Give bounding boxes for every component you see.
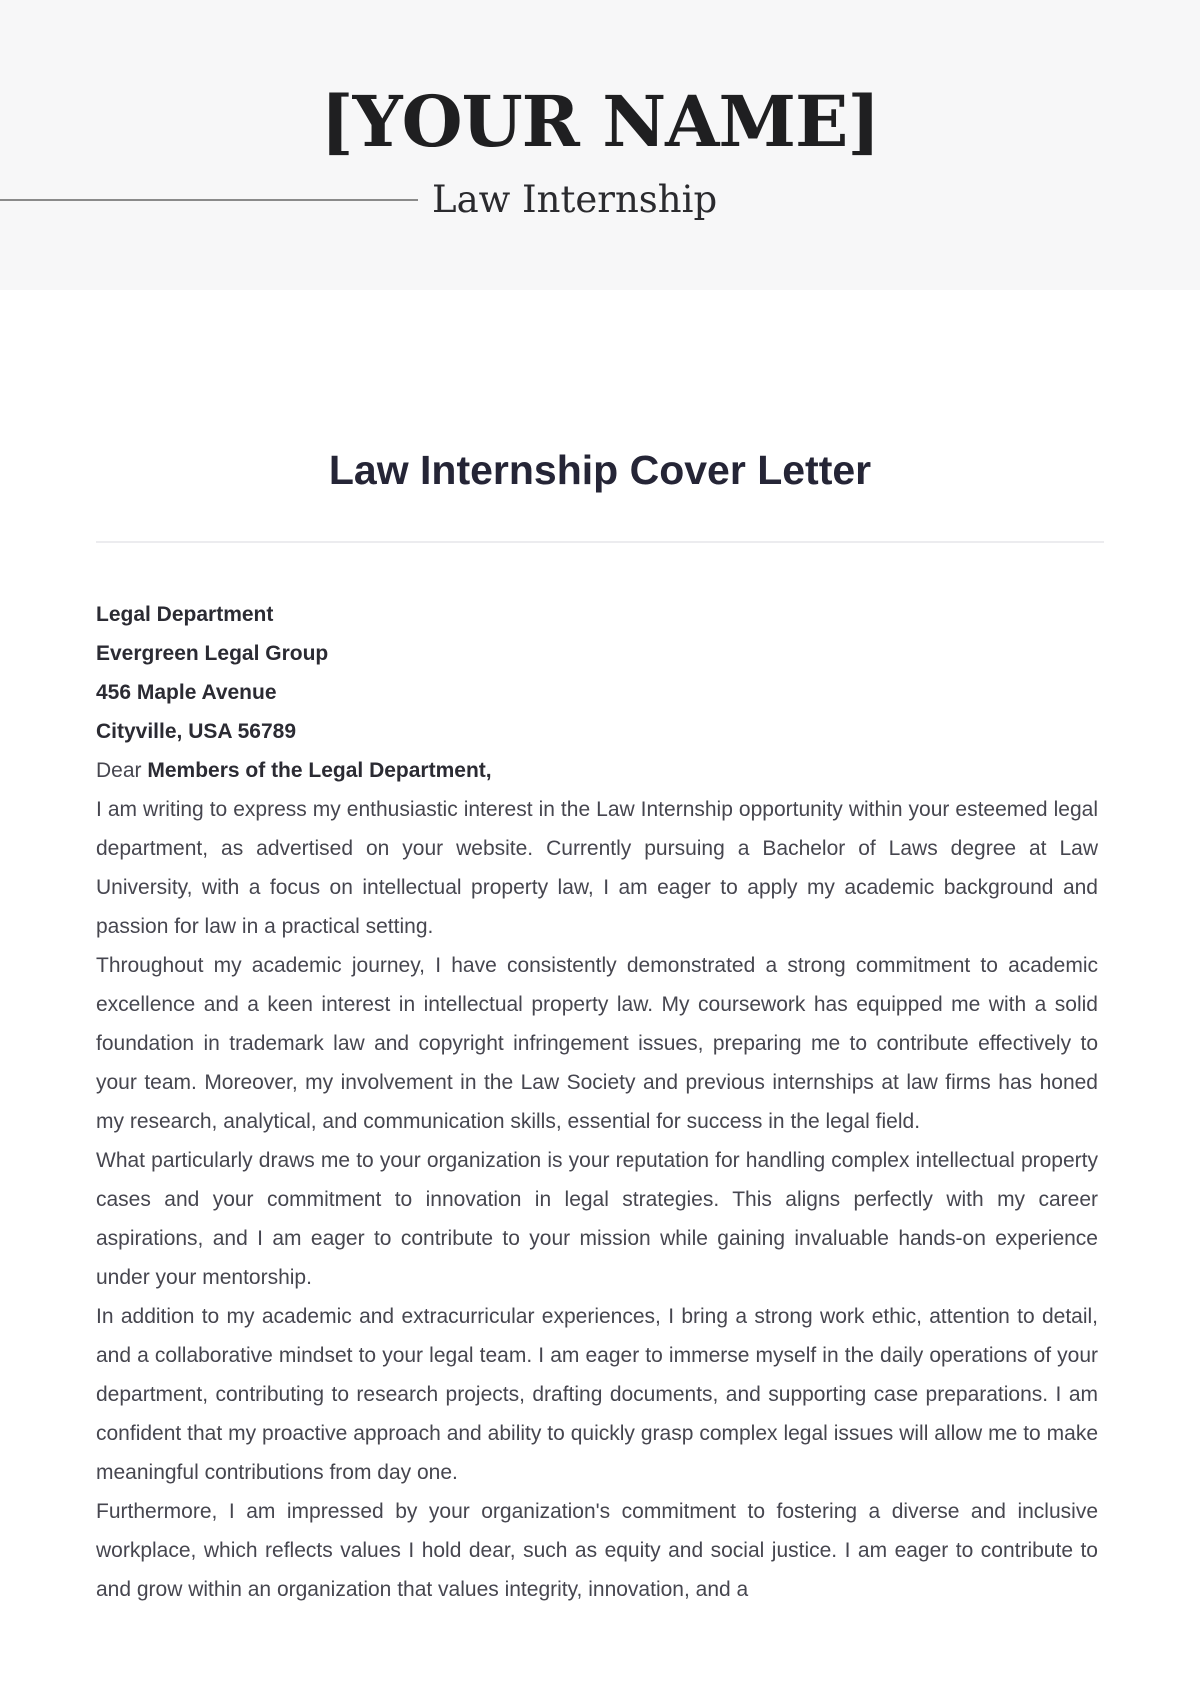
applicant-name: [YOUR NAME] bbox=[320, 80, 880, 163]
paragraph-3: What particularly draws me to your organization is your reputation for handling complex intellectual property cases and your commitment to innovation in legal strategies. This aligns perfectly with my career aspirations, and I am eager to contribute to your mission while gaining invaluable hands-on experience under your mentorship. bbox=[96, 1149, 1098, 1289]
title-divider bbox=[96, 541, 1104, 543]
salutation-recipient: Members of the Legal Department, bbox=[147, 759, 492, 782]
recipient-company: Evergreen Legal Group bbox=[96, 642, 329, 665]
salutation-prefix: Dear bbox=[96, 759, 142, 782]
paragraph-1: I am writing to express my enthusiastic interest in the Law Internship opportunity within your esteemed legal department, as advertised on your website. Currently pursuing a Bachelor of Laws degree at Law University, with a focus on intellectual property law, I am eager to apply my academic background and passion for law in a practical setting. bbox=[96, 798, 1098, 938]
recipient-department: Legal Department bbox=[96, 603, 274, 626]
recipient-street: 456 Maple Avenue bbox=[96, 681, 277, 704]
header-divider-line bbox=[0, 199, 418, 201]
letter-body bbox=[96, 595, 1098, 1609]
header-subtitle: Law Internship bbox=[432, 178, 718, 221]
salutation bbox=[96, 751, 1098, 790]
paragraph-5: Furthermore, I am impressed by your organization's commitment to fostering a diverse and inclusive workplace, which reflects values I hold dear, such as equity and social justice. I am eager to contribute to and grow within an organization that values integrity, innovation, and a bbox=[96, 1500, 1098, 1601]
paragraph-2: Throughout my academic journey, I have consistently demonstrated a strong commitment to academic excellence and a keen interest in intellectual property law. My coursework has equipped me with a solid foundation in trademark law and copyright infringement issues, preparing me to contribute effectively to your team. Moreover, my involvement in the Law Society and previous internships at law firms has honed my research, analytical, and communication skills, essential for success in the legal field. bbox=[96, 954, 1098, 1133]
paragraph-4: In addition to my academic and extracurricular experiences, I bring a strong work ethic, attention to detail, and a collaborative mindset to your legal team. I am eager to immerse myself in the daily operations of your department, contributing to research projects, drafting documents, and supporting case preparations. I am confident that my proactive approach and ability to quickly grasp complex legal issues will allow me to make meaningful contributions from day one. bbox=[96, 1305, 1098, 1484]
document-title: Law Internship Cover Letter bbox=[328, 447, 872, 493]
recipient-city: Cityville, USA 56789 bbox=[96, 720, 296, 743]
